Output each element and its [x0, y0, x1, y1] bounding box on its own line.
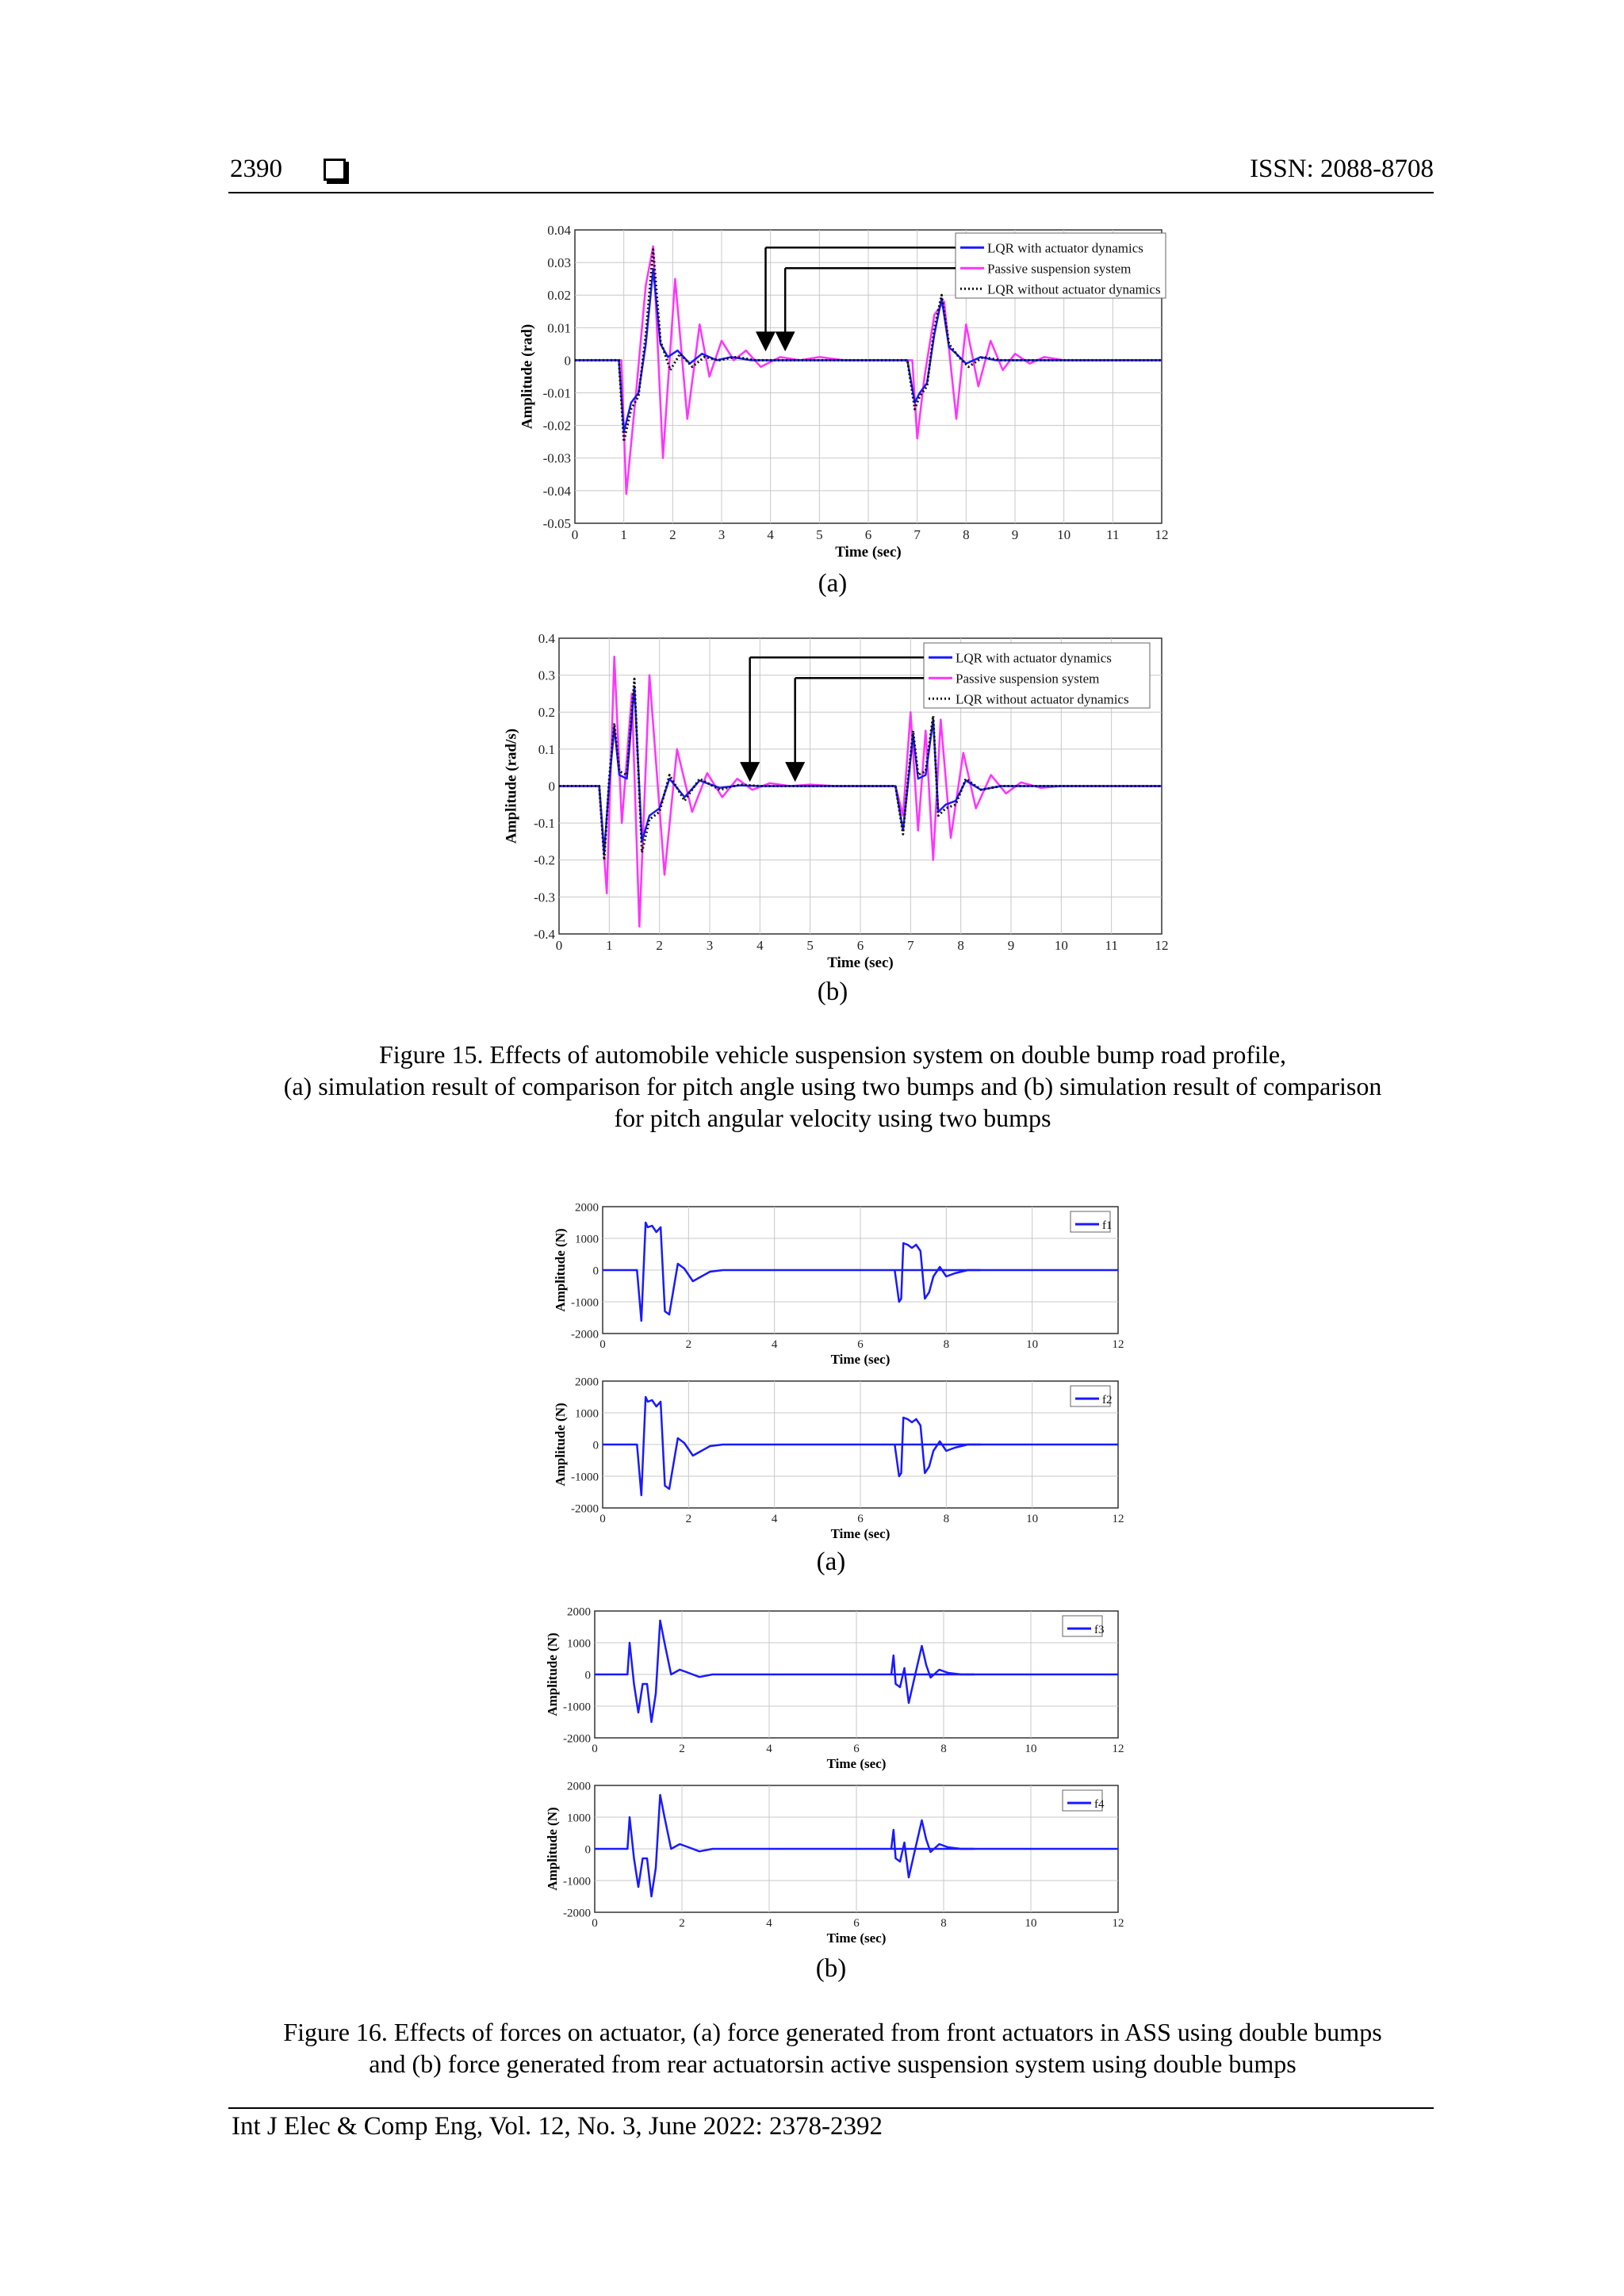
- legend-entry: f4: [1094, 1798, 1105, 1812]
- x-tick-label: 1: [606, 938, 613, 953]
- x-tick-label: 3: [706, 938, 714, 953]
- y-tick-label: 2000: [567, 1780, 591, 1793]
- x-tick-label: 7: [914, 527, 921, 542]
- legend-entry: f3: [1094, 1624, 1105, 1637]
- y-tick-label: -1000: [571, 1296, 599, 1310]
- x-tick-label: 12: [1155, 527, 1169, 542]
- chart-force-f2: [531, 1372, 1134, 1546]
- chart-force-f4: [531, 1776, 1134, 1950]
- x-tick-label: 2: [685, 1513, 692, 1525]
- y-tick-label: 1000: [575, 1407, 599, 1421]
- y-tick-label: 0.4: [538, 630, 555, 646]
- legend: [1071, 1386, 1113, 1406]
- chart-pitch-angular-velocity: [480, 630, 1185, 979]
- x-tick-label: 2: [656, 938, 663, 953]
- x-tick-label: 8: [940, 1917, 947, 1930]
- legend: [956, 233, 1166, 298]
- x-tick-label: 4: [767, 527, 774, 542]
- y-tick-label: 0.2: [538, 705, 555, 721]
- x-tick-label: 9: [1007, 938, 1015, 953]
- x-tick-label: 5: [806, 938, 814, 953]
- y-tick-label: 0: [564, 353, 571, 369]
- y-tick-label: -0.1: [534, 816, 555, 832]
- legend-entry: f2: [1102, 1394, 1113, 1407]
- legend: [1063, 1790, 1105, 1811]
- x-tick-label: 0: [555, 938, 563, 953]
- x-tick-label: 6: [853, 1743, 860, 1755]
- legend: [924, 643, 1150, 708]
- fig16-caption-line1: Figure 16. Effects of forces on actuator, (a) force generated from front actuators in ASS using double bumps: [283, 2018, 1382, 2046]
- y-tick-label: -0.3: [534, 890, 555, 905]
- y-tick-label: -1000: [571, 1471, 599, 1484]
- y-tick-label: 0.3: [538, 668, 555, 683]
- x-tick-label: 10: [1057, 527, 1071, 542]
- x-tick-label: 12: [1112, 1917, 1124, 1930]
- x-tick-label: 2: [685, 1338, 692, 1351]
- x-tick-label: 0: [592, 1917, 598, 1930]
- y-axis-label: Amplitude (rad): [519, 323, 536, 430]
- x-tick-label: 8: [957, 938, 964, 953]
- footer-citation: Int J Elec & Comp Eng, Vol. 12, No. 3, June 2022: 2378-2392: [232, 2112, 883, 2141]
- y-tick-label: -2000: [571, 1328, 599, 1341]
- x-tick-label: 7: [907, 938, 914, 953]
- fig15-caption-line3: for pitch angular velocity using two bumps: [614, 1104, 1051, 1132]
- x-tick-label: 11: [1106, 527, 1120, 542]
- y-axis-label: Amplitude (N): [553, 1402, 568, 1487]
- x-axis-label: Time (sec): [830, 1526, 891, 1541]
- x-tick-label: 6: [856, 938, 864, 953]
- x-tick-label: 10: [1054, 938, 1068, 953]
- x-tick-label: 10: [1025, 1743, 1037, 1755]
- fig15-b-label: (b): [817, 978, 848, 1006]
- x-tick-label: 10: [1026, 1338, 1039, 1351]
- y-tick-label: -1000: [563, 1701, 591, 1714]
- x-tick-label: 4: [771, 1338, 778, 1351]
- y-tick-label: 1000: [575, 1233, 599, 1246]
- x-axis-label: Time (sec): [826, 1931, 887, 1946]
- legend-entry: Passive suspension system: [987, 261, 1132, 277]
- legend-entry: f1: [1102, 1219, 1113, 1233]
- y-tick-label: 0: [584, 1669, 591, 1682]
- y-tick-label: 0: [584, 1843, 591, 1857]
- y-tick-label: -2000: [563, 1732, 591, 1746]
- x-tick-label: 6: [853, 1917, 860, 1930]
- header-square-icon: [324, 159, 346, 181]
- x-tick-label: 1: [620, 527, 627, 542]
- chart-group: [545, 1605, 1124, 1771]
- y-tick-label: -2000: [571, 1502, 599, 1516]
- y-axis-label: Amplitude (rad/s): [503, 728, 520, 844]
- footer-rule: [228, 2107, 1434, 2109]
- legend: [1071, 1211, 1113, 1232]
- legend-entry: LQR without actuator dynamics: [956, 691, 1129, 707]
- x-tick-label: 8: [943, 1338, 950, 1351]
- x-tick-label: 0: [571, 527, 579, 542]
- y-axis-label: Amplitude (N): [545, 1632, 560, 1716]
- x-tick-label: 3: [718, 527, 726, 542]
- fig16-caption: [206, 2016, 1459, 2080]
- x-axis-label: Time (sec): [827, 955, 894, 971]
- y-tick-label: 0: [592, 1439, 599, 1452]
- y-tick-label: 2000: [567, 1605, 591, 1619]
- x-tick-label: 0: [592, 1743, 598, 1755]
- header-rule: [228, 192, 1434, 193]
- legend-entry: LQR without actuator dynamics: [987, 281, 1161, 297]
- y-axis-label: Amplitude (N): [553, 1228, 568, 1312]
- y-tick-label: 0: [592, 1265, 599, 1278]
- x-tick-label: 6: [857, 1513, 864, 1525]
- fig16-b-label: (b): [815, 1954, 847, 1983]
- x-tick-label: 12: [1155, 938, 1169, 953]
- x-tick-label: 8: [943, 1513, 950, 1525]
- fig16-caption-line2: and (b) force generated from rear actuatorsin active suspension system using double bumps: [369, 2049, 1297, 2078]
- issn-label: ISSN: 2088-8708: [1250, 155, 1434, 183]
- y-tick-label: 1000: [567, 1812, 591, 1825]
- x-axis-label: Time (sec): [835, 544, 902, 561]
- y-tick-label: -0.03: [542, 450, 571, 466]
- y-tick-label: 1000: [567, 1637, 591, 1651]
- x-tick-label: 8: [963, 527, 970, 542]
- x-tick-label: 2: [669, 527, 676, 542]
- chart-pitch-angle: [488, 222, 1185, 571]
- fig16-a-label: (a): [816, 1548, 846, 1576]
- x-tick-label: 10: [1025, 1917, 1037, 1930]
- x-tick-label: 12: [1112, 1338, 1124, 1351]
- y-tick-label: 0.03: [547, 255, 571, 271]
- x-tick-label: 11: [1105, 938, 1118, 953]
- y-tick-label: -0.02: [542, 418, 571, 434]
- y-tick-label: -2000: [563, 1907, 591, 1920]
- chart-group: [504, 631, 1169, 971]
- legend: [1063, 1616, 1105, 1636]
- legend-entry: Passive suspension system: [956, 671, 1100, 687]
- fig15-a-label: (a): [818, 569, 848, 598]
- chart-group: [553, 1201, 1124, 1367]
- fig15-caption: [206, 1039, 1459, 1134]
- legend-entry: LQR with actuator dynamics: [956, 650, 1112, 666]
- y-tick-label: 0.01: [547, 320, 571, 336]
- x-tick-label: 6: [864, 527, 872, 542]
- x-tick-label: 5: [816, 527, 823, 542]
- chart-force-f1: [531, 1197, 1134, 1372]
- chart-group: [519, 223, 1169, 561]
- x-tick-label: 6: [857, 1338, 864, 1351]
- y-tick-label: -0.2: [534, 852, 555, 868]
- x-tick-label: 8: [940, 1743, 947, 1755]
- x-tick-label: 4: [766, 1917, 772, 1930]
- y-tick-label: 2000: [575, 1376, 599, 1389]
- x-tick-label: 4: [766, 1743, 772, 1755]
- y-tick-label: -0.01: [542, 385, 571, 401]
- x-tick-label: 12: [1112, 1743, 1124, 1755]
- x-axis-label: Time (sec): [826, 1756, 887, 1771]
- y-tick-label: -1000: [563, 1875, 591, 1888]
- page-number: 2390: [230, 155, 282, 183]
- x-tick-label: 0: [599, 1338, 606, 1351]
- legend-entry: LQR with actuator dynamics: [987, 240, 1143, 256]
- chart-group: [553, 1376, 1124, 1541]
- fig15-caption-line2: (a) simulation result of comparison for pitch angle using two bumps and (b) simulation result of comparison: [283, 1072, 1382, 1100]
- chart-force-f3: [531, 1601, 1134, 1776]
- y-axis-label: Amplitude (N): [545, 1807, 560, 1891]
- y-tick-label: -0.05: [542, 515, 571, 531]
- y-tick-label: 0: [548, 779, 555, 794]
- y-tick-label: -0.4: [534, 926, 555, 942]
- x-axis-label: Time (sec): [830, 1352, 891, 1367]
- x-tick-label: 4: [771, 1513, 778, 1525]
- y-tick-label: 2000: [575, 1201, 599, 1215]
- y-tick-label: 0.02: [547, 288, 571, 304]
- x-tick-label: 10: [1026, 1513, 1039, 1525]
- fig15-caption-line1: Figure 15. Effects of automobile vehicle suspension system on double bump road profile,: [378, 1040, 1287, 1069]
- x-tick-label: 4: [756, 938, 764, 953]
- x-tick-label: 2: [679, 1917, 685, 1930]
- y-tick-label: 0.1: [538, 741, 555, 757]
- x-tick-label: 0: [599, 1513, 606, 1525]
- x-tick-label: 9: [1011, 527, 1019, 542]
- x-tick-label: 2: [679, 1743, 685, 1755]
- y-tick-label: -0.04: [542, 483, 571, 499]
- y-tick-label: 0.04: [547, 222, 571, 238]
- chart-group: [545, 1780, 1124, 1946]
- x-tick-label: 12: [1112, 1513, 1124, 1525]
